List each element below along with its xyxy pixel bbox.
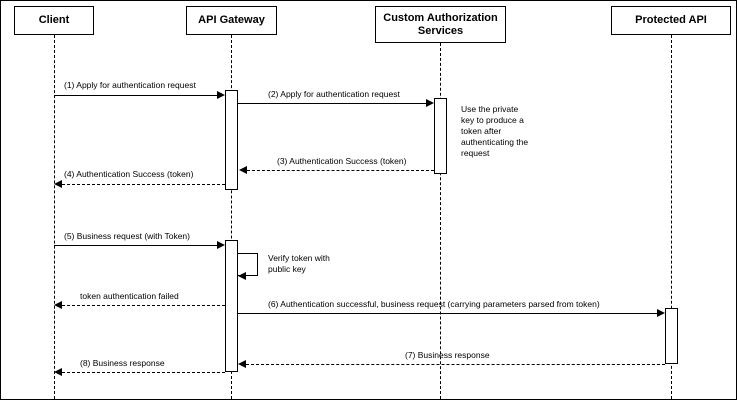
lifeline-header-protected-api[interactable] <box>611 6 731 35</box>
note-verify-token: Verify token with public key <box>268 253 330 274</box>
message-line-7 <box>238 313 657 314</box>
message-arrow-5 <box>217 241 225 249</box>
lifeline-label-api-gateway: API Gateway <box>198 14 265 26</box>
note-private-key: Use the private key to produce a token after authenticating the request <box>461 104 529 158</box>
lifeline-client <box>54 35 55 399</box>
message-arrow-8 <box>238 360 246 368</box>
lifeline-custom-auth <box>440 43 441 399</box>
lifeline-header-custom-auth[interactable] <box>375 6 506 43</box>
message-line-1 <box>54 95 217 96</box>
message-label-1: (1) Apply for authentication request <box>64 80 196 90</box>
lifeline-label-client: Client <box>38 14 70 26</box>
message-arrow-4 <box>54 180 62 188</box>
self-message-arrow-verify-token <box>238 272 246 280</box>
message-label-5: (5) Business request (with Token) <box>64 231 190 241</box>
message-line-6 <box>62 305 225 306</box>
message-label-9: (8) Business response <box>80 358 165 368</box>
message-line-2 <box>238 103 426 104</box>
message-arrow-6 <box>54 301 62 309</box>
activation-custom-auth <box>434 98 447 174</box>
message-label-8: (7) Business response <box>405 350 490 360</box>
lifeline-label-custom-auth: Custom Authorization Services <box>383 11 498 37</box>
lifeline-header-client[interactable] <box>14 6 94 35</box>
lifeline-header-api-gateway[interactable] <box>186 6 277 35</box>
message-line-5 <box>54 245 217 246</box>
lifeline-label-protected-api: Protected API <box>635 14 707 26</box>
message-arrow-7 <box>657 309 665 317</box>
message-arrow-9 <box>54 368 62 376</box>
message-line-4 <box>62 184 225 185</box>
message-label-6: token authentication failed <box>80 291 179 301</box>
message-arrow-1 <box>217 91 225 99</box>
message-label-2: (2) Apply for authentication request <box>268 89 400 99</box>
activation-protected-api <box>665 308 678 364</box>
message-arrow-3 <box>239 166 247 174</box>
message-label-4: (4) Authentication Success (token) <box>64 169 194 179</box>
message-label-3: (3) Authentication Success (token) <box>277 156 407 166</box>
message-line-9 <box>62 372 225 373</box>
activation-api-gateway-business <box>225 240 238 372</box>
message-arrow-2 <box>426 99 434 107</box>
activation-api-gateway-auth <box>225 90 238 190</box>
message-line-3 <box>247 170 434 171</box>
message-label-7: (6) Authentication successful, business request (carrying parameters parsed from token) <box>268 299 600 309</box>
message-line-8 <box>246 364 665 365</box>
